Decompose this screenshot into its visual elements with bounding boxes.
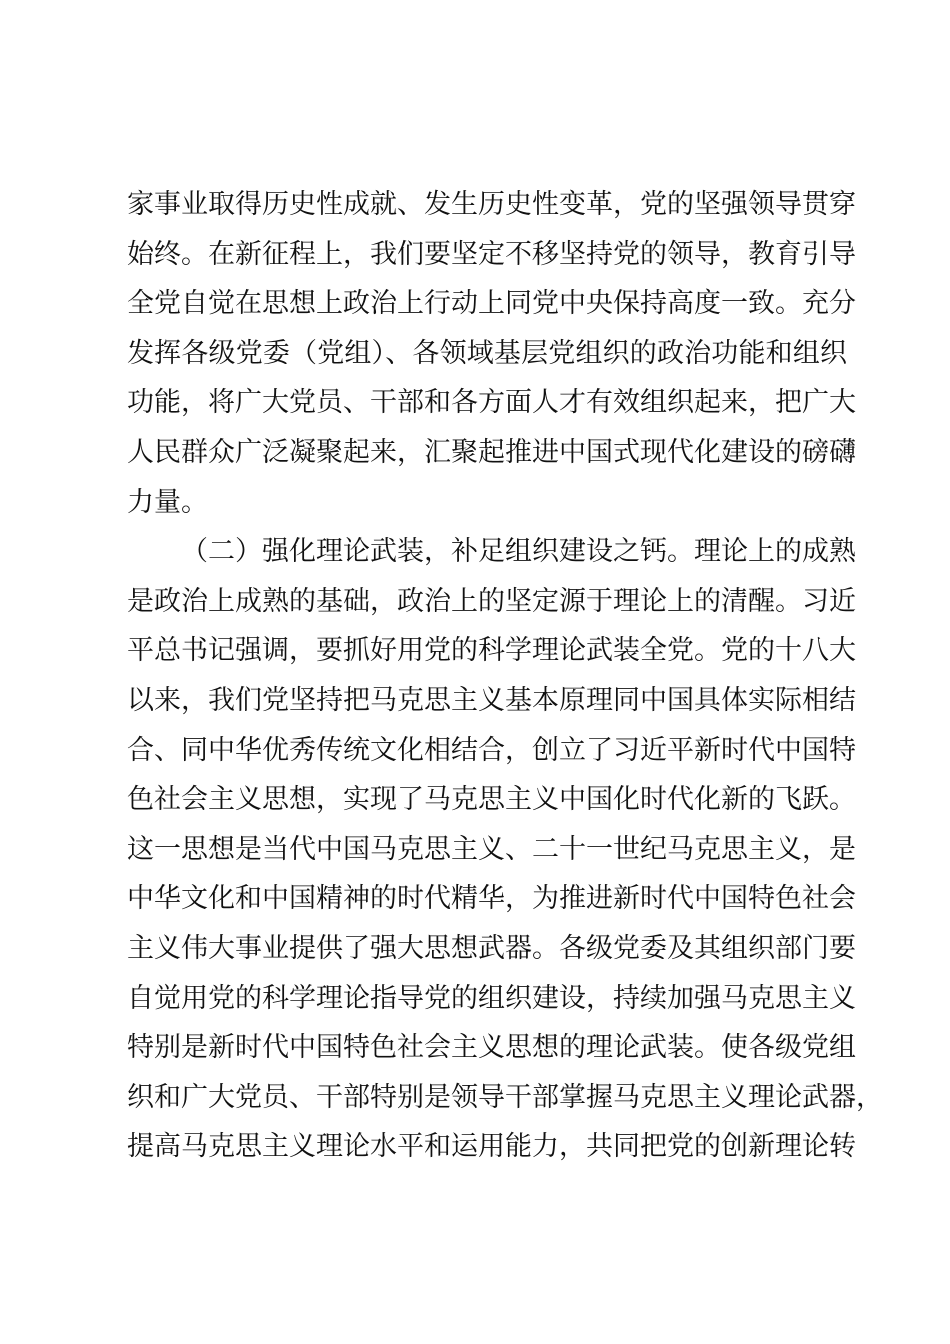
text-line: 家事业取得历史性成就、发生历史性变革，党的坚强领导贯穿	[127, 189, 856, 220]
text-line: 力量。	[127, 486, 208, 518]
text-line: 织和广大党员、干部特别是领导干部掌握马克思主义理论武器，	[127, 1081, 883, 1113]
text-line: 功能，将广大党员、干部和各方面人才有效组织起来，把广大	[127, 387, 856, 419]
text-line: 色社会主义思想，实现了马克思主义中国化时代化新的飞跃。	[127, 784, 856, 816]
text-line: 合、同中华优秀传统文化相结合，创立了习近平新时代中国特	[127, 734, 856, 766]
paragraph-heading-line: （二）强化理论武装，补足组织建设之钙。理论上的成熟	[181, 536, 856, 568]
text-line: 全党自觉在思想上政治上行动上同党中央保持高度一致。充分	[127, 288, 856, 320]
text-line: 人民群众广泛凝聚起来，汇聚起推进中国式现代化建设的磅礴	[127, 436, 856, 468]
text-line: 是政治上成熟的基础，政治上的坚定源于理论上的清醒。习近	[127, 585, 856, 617]
text-line: 特别是新时代中国特色社会主义思想的理论武装。使各级党组	[127, 1032, 856, 1064]
text-line: 这一思想是当代中国马克思主义、二十一世纪马克思主义，是	[127, 833, 856, 865]
body-text	[127, 180, 883, 1172]
text-line: 主义伟大事业提供了强大思想武器。各级党委及其组织部门要	[127, 932, 856, 964]
text-line: 中华文化和中国精神的时代精华，为推进新时代中国特色社会	[127, 883, 856, 915]
text-line: 始终。在新征程上，我们要坚定不移坚持党的领导，教育引导	[127, 238, 856, 270]
text-line: 提高马克思主义理论水平和运用能力，共同把党的创新理论转	[127, 1131, 856, 1163]
text-line: 以来，我们党坚持把马克思主义基本原理同中国具体实际相结	[127, 684, 856, 716]
text-line: 发挥各级党委（党组）、各领域基层党组织的政治功能和组织	[127, 337, 847, 369]
text-line: 平总书记强调，要抓好用党的科学理论武装全党。党的十八大	[127, 635, 856, 667]
text-line: 自觉用党的科学理论指导党的组织建设，持续加强马克思主义	[127, 982, 856, 1014]
